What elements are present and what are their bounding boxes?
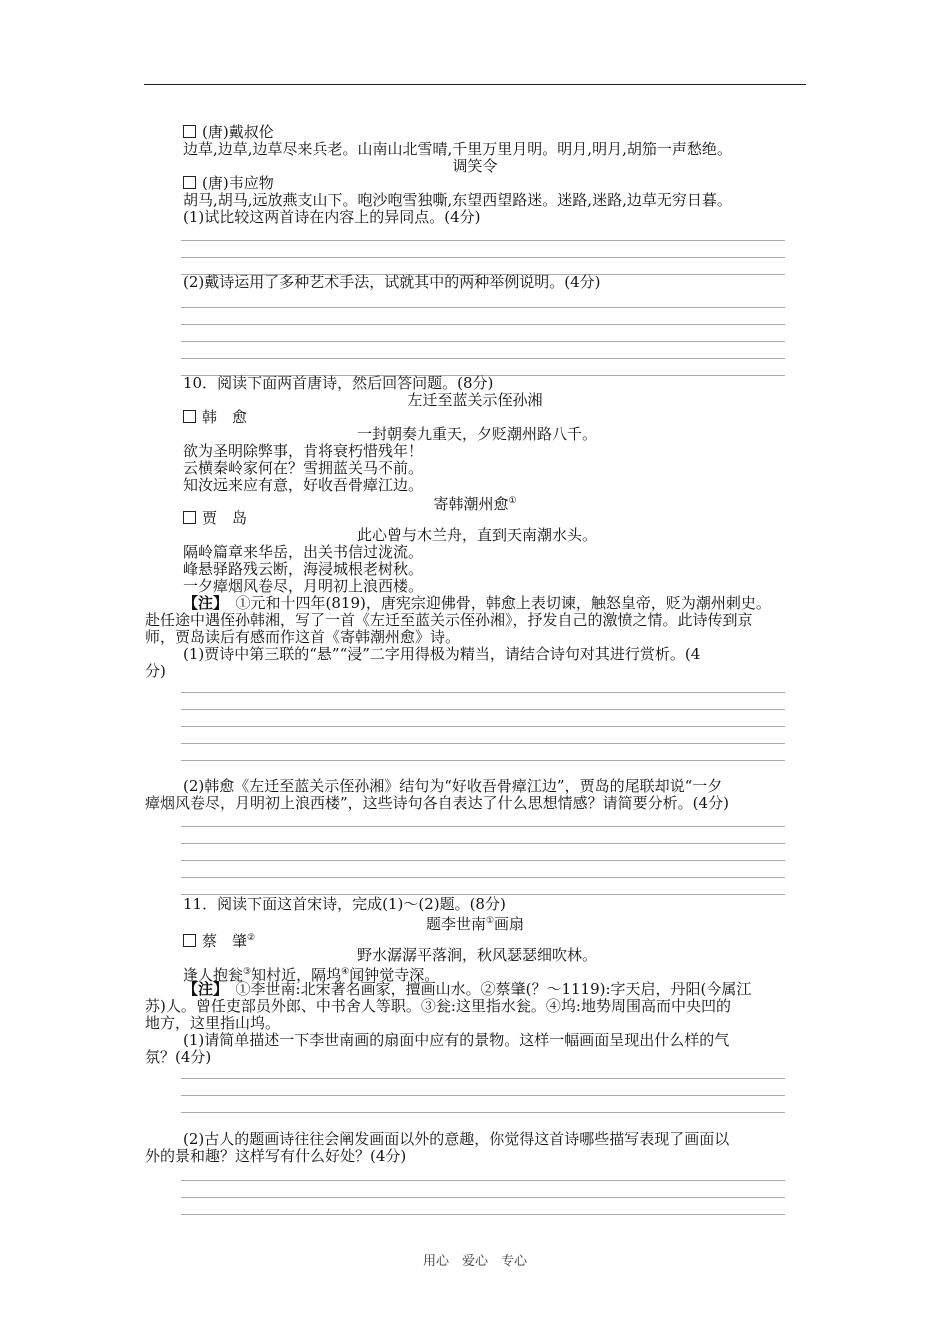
poem-line: 野水潺潺平落涧，秋风瑟瑟细吹林。 [357,946,598,964]
answer-line[interactable] [181,1197,785,1198]
question-text: 瘴烟风卷尽，月明初上浪西楼”，这些诗句各自表达了什么思想情感？请简要分析。(4分) [145,794,729,812]
answer-line[interactable] [181,1180,785,1181]
poem-title: 寄韩潮州愈① [433,495,517,513]
answer-line[interactable] [181,760,785,761]
note-line: 地方，这里指山坞。 [145,1014,281,1032]
header-rule [144,84,806,85]
square-icon [183,410,196,423]
poem-line: 隔岭篇章来华岳，出关书信过泷流。 [183,543,424,561]
question-text: (2)韩愈《左迁至蓝关示侄孙湘》结句为“好收吾骨瘴江边”，贾岛的尾联却说“一夕 [183,777,723,795]
poem-line: 峰悬驿路残云断，海浸城根老树秋。 [183,560,424,578]
answer-line[interactable] [181,341,785,342]
poem-line: 一夕瘴烟风卷尽，月明初上浪西楼。 [183,577,424,595]
question-heading: 11．阅读下面这首宋诗，完成(1)～(2)题。(8分) [183,895,506,913]
square-icon [183,934,196,947]
square-icon [183,125,196,138]
question-text: (2)古人的题画诗往往会阐发画面以外的意趣，你觉得这首诗哪些描写表现了画面以 [183,1130,730,1148]
answer-line[interactable] [181,877,785,878]
answer-line[interactable] [181,324,785,325]
poem-text: 边草,边草,边草尽来兵老。山南山北雪晴,千里万里月明。明月,明月,胡笳一声愁绝。 [183,140,732,158]
answer-line[interactable] [181,358,785,359]
poem-title: 题李世南①画扇 [425,915,525,933]
answer-line[interactable] [181,240,785,241]
poem-line: 逢人抱瓮③知村近，隔坞④闻钟觉寺深。 [183,966,440,984]
answer-line[interactable] [181,709,785,710]
answer-line[interactable] [181,726,785,727]
answer-line[interactable] [181,307,785,308]
answer-line[interactable] [181,826,785,827]
answer-line[interactable] [181,257,785,258]
note-line: 【注】 ①元和十四年(819)，唐宪宗迎佛骨，韩愈上表切谏，触怒皇帝，贬为潮州刺史。 [183,594,771,612]
square-icon [183,176,196,189]
note-line: 【注】 ①李世南:北宋著名画家，擅画山水。②蔡肇(？～1119):字天启，丹阳(今属江 [183,980,752,998]
answer-line[interactable] [181,860,785,861]
poem-text: 胡马,胡马,远放燕支山下。咆沙咆雪独嘶,东望西望路迷。迷路,迷路,边草无穷日暮。 [183,191,732,209]
question-text: (1)请简单描述一下李世南画的扇面中应有的景物。这样一幅画面呈现出什么样的气 [183,1031,730,1049]
author-line: 贾 岛 [183,510,247,527]
question-text: (1)贾诗中第三联的“悬”“浸”二字用得极为精当，请结合诗句对其进行赏析。(4 [183,645,701,663]
answer-line[interactable] [181,1078,785,1079]
answer-line[interactable] [181,1095,785,1096]
poem-line: 一封朝奏九重天，夕贬潮州路八千。 [357,425,598,443]
question-text: (2)戴诗运用了多种艺术手法，试就其中的两种举例说明。(4分) [183,273,601,291]
note-line: 苏)人。曾任吏部员外郎、中书舍人等职。③瓮:这里指水瓮。④坞:地势周围高而中央凹的 [145,997,731,1015]
question-heading: 10．阅读下面两首唐诗，然后回答问题。(8分) [183,374,494,392]
square-icon [183,511,196,524]
note-line: 赴任途中遇侄孙韩湘，写了一首《左迁至蓝关示侄孙湘》，抒发自己的激愤之情。此诗传到京 [145,611,753,629]
question-text: 分) [145,662,166,680]
poem-title: 左迁至蓝关示侄孙湘 [407,391,543,409]
answer-line[interactable] [181,1214,785,1215]
poem-line: 欲为圣明除弊事，肯将衰朽惜残年！ [183,442,424,460]
answer-line[interactable] [181,743,785,744]
answer-line[interactable] [181,1112,785,1113]
author-line: 蔡 肇② [183,930,255,950]
poem-line: 知汝远来应有意，好收吾骨瘴江边。 [183,476,424,494]
answer-line[interactable] [181,692,785,693]
page-footer: 用心 爱心 专心 [422,1254,527,1269]
author-line: (唐)戴叔伦 [183,124,274,141]
author-line: (唐)韦应物 [183,175,274,192]
question-text: 外的景和趣？这样写有什么好处？(4分) [145,1147,407,1165]
poem-title: 调笑令 [452,157,498,175]
poem-line: 此心曾与木兰舟，直到天南潮水头。 [357,526,598,544]
note-line: 师，贾岛读后有感而作这首《寄韩潮州愈》诗。 [145,628,461,646]
question-text: (1)试比较这两首诗在内容上的异同点。(4分) [183,208,481,226]
answer-line[interactable] [181,843,785,844]
author-line: 韩 愈 [183,409,247,426]
question-text: 氛？(4分) [145,1048,212,1066]
poem-line: 云横秦岭家何在？雪拥蓝关马不前。 [183,459,424,477]
